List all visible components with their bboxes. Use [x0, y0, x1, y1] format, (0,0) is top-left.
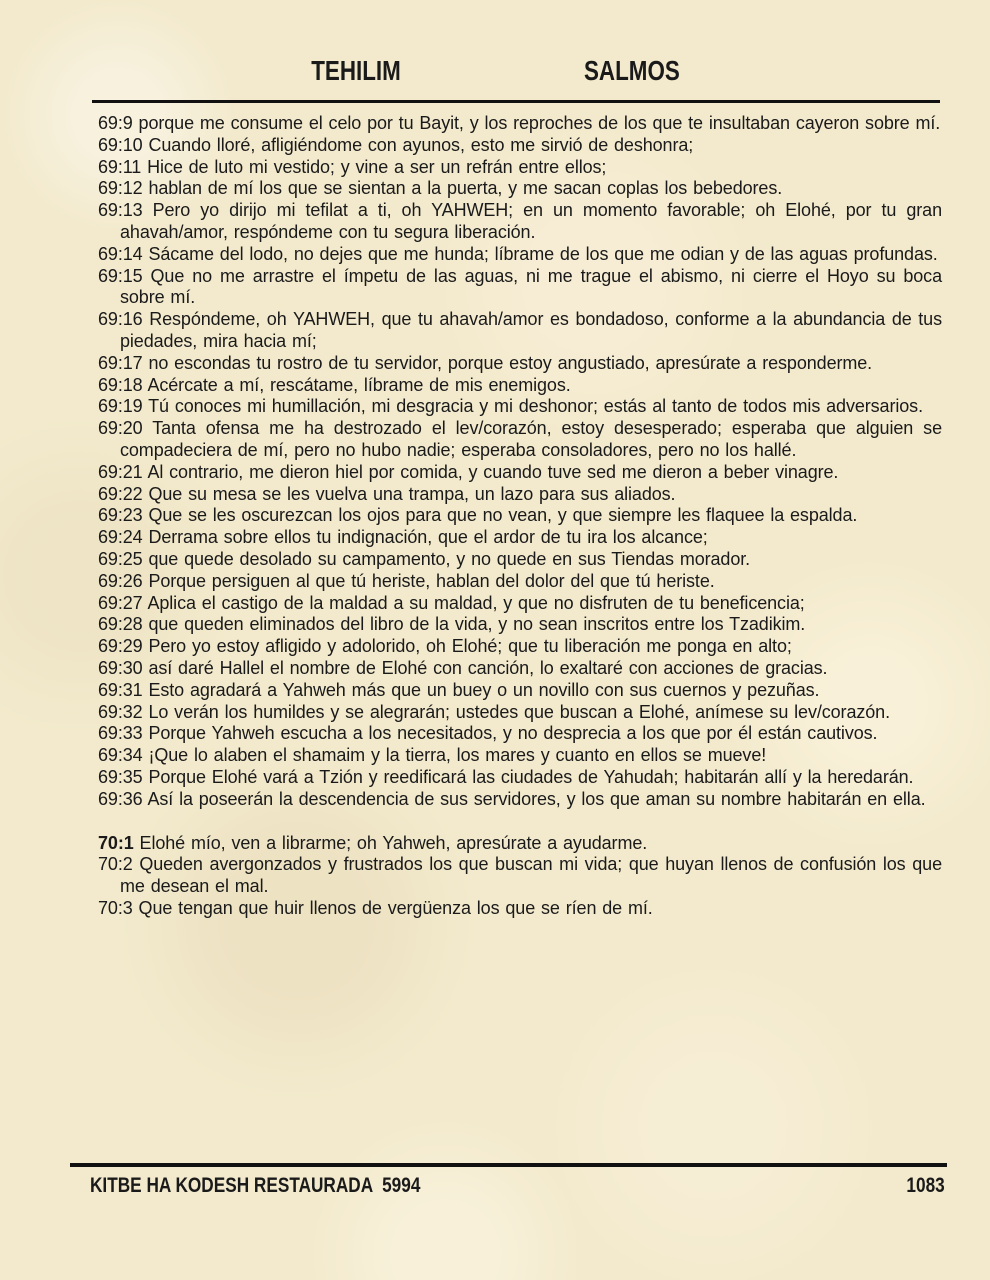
verse-69-10: 69:10 Cuando lloré, afligiéndome con ayunos, esto me sirvió de deshonra;: [98, 134, 694, 155]
verse-69-29: 69:29 Pero yo estoy afligido y adolorido, oh Elohé; que tu liberación me ponga en alto;: [98, 636, 792, 657]
verse-number: 69:29: [98, 636, 143, 657]
footer-divider-rule: [70, 1163, 947, 1167]
footer-book-title: KITBE HA KODESH RESTAURADA 5994: [90, 1174, 421, 1197]
verse-number: 69:36: [98, 788, 143, 809]
verse-number: 69:32: [98, 701, 143, 722]
verse-69-11: 69:11 Hice de luto mi vestido; y vine a ser un refrán entre ellos;: [98, 156, 607, 177]
verse-number: 69:34: [98, 745, 143, 766]
verse-number: 69:17: [98, 352, 143, 373]
verse-69-30: 69:30 así daré Hallel el nombre de Elohé con canción, lo exaltaré con acciones de gracias.: [98, 657, 828, 678]
verse-69-24: 69:24 Derrama sobre ellos tu indignación, que el ardor de tu ira los alcance;: [98, 527, 708, 548]
verse-69-9: 69:9 porque me consume el celo por tu Bayit, y los reproches de los que te insultaban cayeron sobre mí.: [98, 113, 941, 133]
header-title-salmos: SALMOS: [583, 55, 680, 86]
verse-69-23: 69:23 Que se les oscurezcan los ojos para que no vean, y que siempre les flaquee la espalda.: [98, 505, 858, 526]
verse-69-36: 69:36 Así la poseerán la descendencia de sus servidores, y los que aman su nombre habitarán en ella.: [98, 788, 926, 809]
verse-number: 69:25: [98, 548, 143, 569]
verse-number: 69:27: [98, 592, 143, 613]
verse-number: 69:9: [98, 113, 133, 133]
verse-number: 69:28: [98, 614, 143, 635]
verse-number: 69:10: [98, 134, 143, 155]
verse-69-27: 69:27 Aplica el castigo de la maldad a su maldad, y que no disfruten de tu beneficencia;: [98, 592, 805, 613]
verse-69-17: 69:17 no escondas tu rostro de tu servidor, porque estoy angustiado, apresúrate a responderme.: [98, 352, 873, 373]
header-title-tehilim: TEHILIM: [311, 55, 401, 86]
verse-number: 69:16: [98, 309, 143, 330]
verse-69-21: 69:21 Al contrario, me dieron hiel por comida, y cuando tuve sed me dieron a beber vinagre.: [98, 461, 839, 482]
verse-number: 69:13: [98, 200, 143, 221]
verse-number: 69:20: [98, 418, 143, 439]
verse-69-35: 69:35 Porque Elohé vará a Tzión y reedificará las ciudades de Yahudah; habitarán allí y la heredarán.: [98, 766, 914, 787]
verse-number: 69:15: [98, 265, 143, 286]
verse-number: 70:3: [98, 897, 133, 918]
verse-70-3: 70:3 Que tengan que huir llenos de vergüenza los que se ríen de mí.: [98, 897, 653, 918]
verse-number: 69:14: [98, 243, 143, 264]
verse-number: 69:31: [98, 679, 143, 700]
verse-number: 69:23: [98, 505, 143, 526]
verse-69-25: 69:25 que quede desolado su campamento, y no quede en sus Tiendas morador.: [98, 548, 751, 569]
verse-69-19: 69:19 Tú conoces mi humillación, mi desgracia y mi deshonor; estás al tanto de todos mis adversarios.: [98, 396, 923, 417]
verse-69-20: 69:20 Tanta ofensa me ha destrozado el lev/corazón, estoy desesperado; esperaba que alguien se compadeciera de mí, pero no hubo nadie; esperaba consoladores, pero no los hallé.: [98, 418, 942, 460]
verse-number: 69:21: [98, 461, 143, 482]
verse-number: 70:2: [98, 854, 133, 875]
verse-69-26: 69:26 Porque persiguen al que tú heriste, hablan del dolor del que tú heriste.: [98, 570, 715, 591]
verse-number: 69:12: [98, 178, 143, 199]
verse-number: 69:33: [98, 723, 143, 744]
header-divider-rule: [92, 100, 940, 103]
verse-number: 69:26: [98, 570, 143, 591]
verse-69-18: 69:18 Acércate a mí, rescátame, líbrame de mis enemigos.: [98, 374, 571, 395]
verse-69-32: 69:32 Lo verán los humildes y se alegrarán; ustedes que buscan a Elohé, anímese su lev/corazón.: [98, 701, 890, 722]
verse-69-12: 69:12 hablan de mí los que se sientan a la puerta, y me sacan coplas los bebedores.: [98, 178, 783, 199]
verse-70-2: 70:2 Queden avergonzados y frustrados los que buscan mi vida; que huyan llenos de confusión los que me desean el mal.: [98, 854, 942, 897]
verse-number: 69:22: [98, 483, 143, 504]
verse-number: 69:19: [98, 396, 143, 417]
verse-69-28: 69:28 que queden eliminados del libro de la vida, y no sean inscritos entre los Tzadikim.: [98, 614, 806, 635]
verse-69-33: 69:33 Porque Yahweh escucha a los necesitados, y no desprecia a los que por él están cautivos.: [98, 723, 878, 744]
verse-number: 70:1: [98, 832, 134, 853]
verse-70-1: 70:1 Elohé mío, ven a librarme; oh Yahweh, apresúrate a ayudarme.: [98, 832, 648, 853]
footer-page-number: 1083: [906, 1174, 945, 1197]
verse-number: 69:24: [98, 527, 143, 548]
page-header: [0, 55, 990, 87]
verse-list: [98, 113, 942, 920]
verse-number: 69:11: [98, 156, 142, 177]
verse-69-14: 69:14 Sácame del lodo, no dejes que me hunda; líbrame de los que me odian y de las aguas profundas.: [98, 243, 938, 264]
verse-69-13: 69:13 Pero yo dirijo mi tefilat a ti, oh YAHWEH; en un momento favorable; oh Elohé, por tu gran ahavah/amor, respóndeme con tu segura liberación.: [98, 200, 942, 242]
verse-69-22: 69:22 Que su mesa se les vuelva una trampa, un lazo para sus aliados.: [98, 483, 676, 504]
verse-number: 69:18: [98, 374, 143, 395]
verse-69-15: 69:15 Que no me arrastre el ímpetu de las aguas, ni me trague el abismo, ni cierre el Hoyo su boca sobre mí.: [98, 265, 942, 308]
verse-number: 69:30: [98, 657, 143, 678]
verse-69-34: 69:34 ¡Que lo alaben el shamaim y la tierra, los mares y cuanto en ellos se mueve!: [98, 745, 767, 766]
verse-number: 69:35: [98, 766, 143, 787]
page-footer: [90, 1174, 945, 1198]
verse-69-31: 69:31 Esto agradará a Yahweh más que un buey o un novillo con sus cuernos y pezuñas.: [98, 679, 820, 700]
verse-69-16: 69:16 Respóndeme, oh YAHWEH, que tu ahavah/amor es bondadoso, conforme a la abundancia de tus piedades, mira hacia mí;: [98, 309, 942, 351]
